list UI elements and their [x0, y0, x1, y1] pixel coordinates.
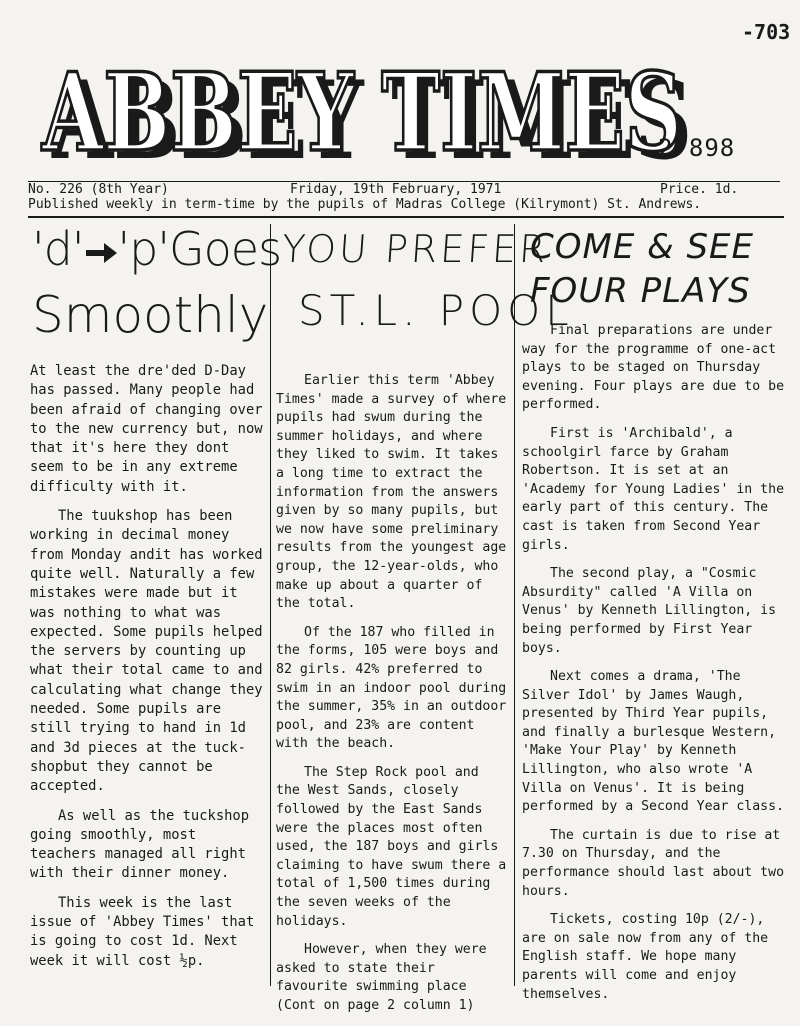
article-1-body: [30, 362, 264, 981]
article-paragraph: Next comes a drama, 'The Silver Idol' by James Waugh, presented by Third Year pupils, and finally a burlesque Western, 'Make Your Play' by Kenneth Lillington, who also wrote 'A Villa on Venus'. It is being performed by a Second Year class.: [522, 669, 785, 815]
article-2-headline-line2: ST.L. POOL: [298, 286, 574, 335]
article-2-headline: YOU PREFER: [280, 227, 551, 271]
issue-date: Friday, 19th February, 1971: [290, 182, 502, 197]
article-paragraph: Earlier this term 'Abbey Times' made a survey of where pupils had swum during the summer holidays, and where they liked to swim. It takes a long time to extract the information from the answers given by so many pupils, but we now have some preliminary results from the youngest age group, the 12-year-olds, who make up about a quarter of the total.: [276, 373, 507, 612]
masthead-title: [28, 52, 718, 180]
article-3-headline-line2: FOUR PLAYS: [530, 271, 751, 311]
arrow-right-icon: [84, 240, 118, 266]
column-divider: [514, 224, 515, 986]
article-paragraph: The curtain is due to rise at 7.30 on Thursday, and the performance should last about two hours.: [522, 827, 785, 899]
svg-text:ABBEY TIMES: ABBEY TIMES: [51, 58, 693, 180]
masthead-rule: [28, 216, 784, 218]
article-paragraph: At least the dre'ded D-Day has passed. Many people had been afraid of changing over to the new currency but, now that it's here they dont seem to be in any extreme difficulty with it.: [30, 363, 263, 495]
article-paragraph: Tickets, costing 10p (2/-), are on sale now from any of the English staff. We hope many parents will come and enjoy themselves.: [522, 912, 769, 1002]
article-paragraph: The tuukshop has been working in decimal money from Monday andit has worked quite well. Naturally a few mistakes were made but it was nothing to what was expected. Some pupils helped the servers by counting up what their total came to and calculating what change they needed. Some pupils are still trying to hand in 1d and 3d pieces at the tuck-shopbut they cannot be accepted.: [30, 508, 263, 795]
issue-number: No. 226 (8th Year): [28, 182, 169, 197]
svg-text:ABBEY TIMES: ABBEY TIMES: [41, 52, 683, 176]
article-paragraph: This week is the last issue of 'Abbey Times' that is going to cost 1d. Next week it will cost ½p.: [30, 894, 255, 969]
article-3-headline: COME & SEE: [530, 227, 754, 267]
article-paragraph: The Step Rock pool and the West Sands, closely followed by the East Sands were the places most often used, the 187 boys and girls claiming to have swum there a total of 1,500 times during the seven weeks of the holidays.: [276, 764, 507, 929]
article-paragraph: The second play, a "Cosmic Absurdity" called 'A Villa on Venus' by Kenneth Lillington, is being performed by First Year boys.: [522, 566, 777, 656]
publisher-line: Published weekly in term-time by the pupils of Madras College (Kilrymont) St. Andrews.: [28, 197, 702, 212]
article-paragraph: Of the 187 who filled in the forms, 105 were boys and 82 girls. 42% preferred to swim in an indoor pool during the summer, 35% in an outdoor pool, and 23% are content with the beach.: [276, 624, 507, 752]
article-paragraph: However, when they were asked to state their favourite swimming place (Cont on page 2 column 1): [276, 942, 487, 1013]
column-divider: [270, 224, 271, 986]
page-number: -703: [742, 20, 791, 44]
article-paragraph: As well as the tuckshop going smoothly, most teachers managed all right with their dinner money.: [30, 807, 250, 882]
article-paragraph: Final preparations are under way for the programme of one-act plays to be staged on Thursday evening. Four plays are due to be performed.: [522, 323, 785, 413]
issue-price: Price. 1d.: [660, 182, 739, 197]
article-1-headline: 'd' 'p'Goes: [32, 222, 282, 276]
article-3-body: [522, 322, 784, 1014]
article-paragraph: First is 'Archibald', a schoolgirl farce by Graham Robertson. It is set at an 'Academy for Young Ladies' in the early part of this century. The cast is taken from Second Year girls.: [522, 425, 785, 553]
issue-bar: [28, 181, 780, 198]
article-2-body: [276, 372, 508, 1026]
serial-number: 2 898: [658, 134, 736, 162]
article-1-headline-line2: Smoothly: [32, 286, 269, 344]
